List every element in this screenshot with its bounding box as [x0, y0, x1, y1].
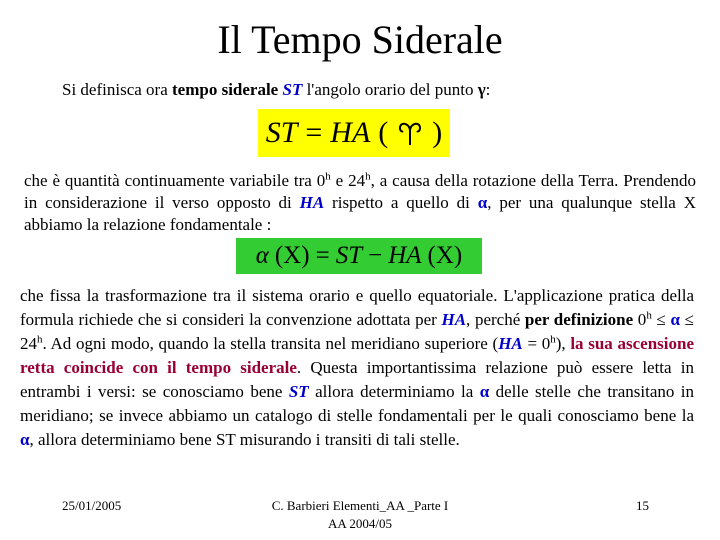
formula-alpha: α [255, 242, 269, 269]
term-tempo-siderale: tempo siderale [172, 80, 279, 99]
symbol-alpha: α [670, 310, 680, 329]
symbol-st: ST [288, 382, 309, 401]
intro-text: l'angolo orario del punto [302, 80, 478, 99]
intro-text: Si definisca ora [62, 80, 172, 99]
symbol-alpha: α [477, 193, 488, 212]
paragraph-2: che fissa la trasformazione tra il sistema orario e quello equatoriale. L'applicazione pratica della formula richiede che si consideri la convenzione adottata per HA, perché per definizione $0^h \le \alpha \le 24^h$. Ad ogni modo, quando la stella transita nel meridiano superiore $(HA = 0^h)$, la sua ascensione retta coincide con il tempo siderale. Questa importantissima relazione può essere letta in entrambi i versi: se conosciamo bene ST allora determiniamo la α delle stelle che transitano in meridiano; se invece abbiamo un catalogo di stelle fondamentali per le quali conosciamo bene la α, allora determiniamo bene ST misurando i transiti di tali stelle. [20, 286, 694, 449]
formula-minus: − [368, 242, 383, 269]
footer-course [230, 497, 490, 533]
symbol-ha: HA [498, 334, 523, 353]
intro-line: Si definisca ora tempo siderale ST l'angolo orario del punto γ: [62, 80, 491, 99]
footer-course-line-1: C. Barbieri Elementi_AA _Parte I [271, 498, 449, 513]
page-number: 15 [636, 498, 649, 513]
formula-ha: HA [388, 242, 422, 269]
symbol-alpha: α [479, 382, 490, 401]
formula-alpha-equals-st-minus-ha: α (X) = ST − HA (X) [236, 238, 482, 274]
aries-icon [396, 119, 424, 147]
slide-title: Il Tempo Siderale [217, 17, 503, 62]
symbol-gamma: γ [477, 80, 486, 99]
symbol-ha: HA [299, 193, 325, 212]
formula-equals: = [305, 116, 323, 149]
formula-ha: HA [330, 116, 371, 149]
highlight-key-statement: la sua ascensione retta coincide con il tempo siderale [20, 334, 694, 377]
symbol-alpha: α [20, 430, 30, 449]
footer-date: 25/01/2005 [62, 498, 122, 513]
symbol-ha: HA [441, 310, 467, 329]
formula-st: ST [335, 242, 363, 269]
formula-st: ST [265, 116, 298, 149]
formula-equals: = [315, 242, 330, 269]
symbol-st: ST [282, 80, 303, 99]
paragraph-1: che è quantità continuamente variabile tra 0$^h$ e 24$^h$, a causa della rotazione della Terra. Prendendo in considerazione il verso opposto di HA rispetto a quello di α, per una qualunque stella X abbiamo la relazione fondamentale : [24, 170, 696, 234]
term-per-definizione: per definizione [524, 310, 634, 329]
formula-st-equals-ha-aries: ST = HA ( ) [258, 109, 450, 157]
footer-course-line-2: AA 2004/05 [328, 516, 392, 531]
